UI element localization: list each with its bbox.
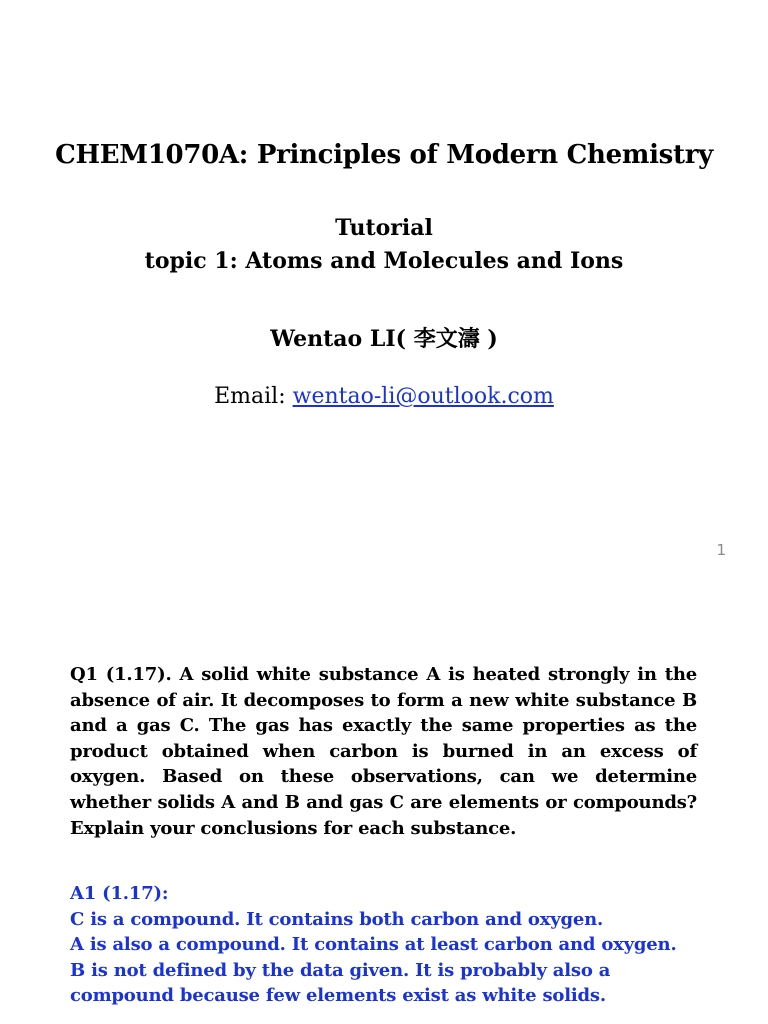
answer-line: compound because few elements exist as white solids. — [70, 985, 606, 1007]
answer-line: A is also a compound. It contains at least carbon and oxygen. — [70, 934, 677, 956]
slide-title: CHEM1070A: Principles of Modern Chemistry — [55, 140, 713, 170]
answer-line: B is not defined by the data given. It is probably also a — [70, 959, 611, 981]
subtitle-tutorial: Tutorial — [335, 215, 433, 241]
answer-line: C is a compound. It contains both carbon and oxygen. — [70, 908, 604, 930]
page-number: 1 — [716, 541, 726, 559]
answer-block — [70, 881, 710, 1009]
author-name: Wentao LI( 李文濤 ) — [270, 326, 498, 352]
subtitle-topic: topic 1: Atoms and Molecules and Ions — [144, 248, 624, 274]
question-text: Q1 (1.17). A solid white substance A is heated strongly in the absence of air. It decomposes to form a new white substance B and a gas C. The gas has exactly the same properties as the product obtained when carbon is burned in an excess of oxygen. Based on these observations, can we determine whether solids A and B and gas C are elements or compounds? Explain your conclusions for each substance. — [70, 664, 697, 839]
answer-line: A1 (1.17): — [70, 883, 169, 904]
email-link[interactable]: wentao-li@outlook.com — [292, 384, 554, 409]
email-line — [0, 384, 768, 409]
email-label: Email: — [214, 384, 293, 409]
